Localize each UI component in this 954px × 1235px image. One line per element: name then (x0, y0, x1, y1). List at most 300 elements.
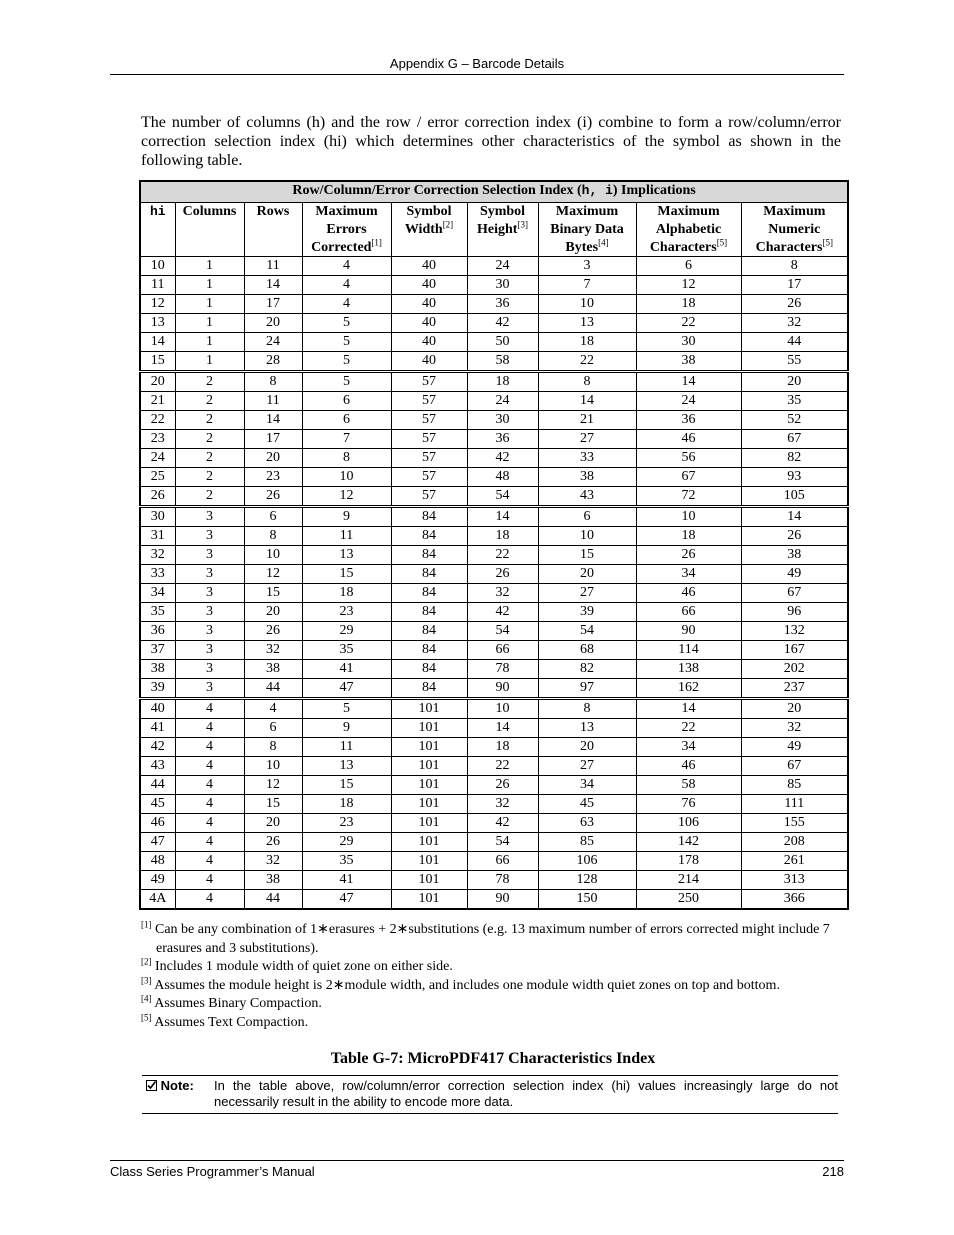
table-cell: 22 (467, 546, 538, 565)
table-cell: 46 (636, 584, 741, 603)
table-cell: 1 (175, 333, 244, 352)
table-cell: 49 (741, 565, 848, 584)
col-header-max-alpha: Maximum Alphabetic Characters[5] (636, 203, 741, 257)
table-cell: 32 (741, 314, 848, 333)
table-row (140, 776, 848, 795)
table-cell: 12 (244, 776, 302, 795)
table-cell: 29 (302, 622, 391, 641)
table-cell: 12 (636, 276, 741, 295)
table-cell: 1 (175, 257, 244, 276)
table-cell: 24 (467, 392, 538, 411)
table-cell: 155 (741, 814, 848, 833)
table-cell: 101 (391, 757, 467, 776)
table-cell: 41 (302, 871, 391, 890)
table-cell: 14 (244, 276, 302, 295)
table-row (140, 468, 848, 487)
table-cell: 58 (636, 776, 741, 795)
table-cell: 36 (636, 411, 741, 430)
table-row (140, 757, 848, 776)
table-cell: 43 (140, 757, 175, 776)
table-cell: 72 (636, 487, 741, 507)
characteristics-table (139, 180, 849, 910)
table-row (140, 795, 848, 814)
table-cell: 22 (538, 352, 636, 372)
table-cell: 3 (175, 622, 244, 641)
col-header-max-binary: Maximum Binary Data Bytes[4] (538, 203, 636, 257)
table-cell: 31 (140, 527, 175, 546)
table-cell: 35 (302, 641, 391, 660)
table-cell: 45 (538, 795, 636, 814)
table-cell: 114 (636, 641, 741, 660)
table-cell: 10 (467, 699, 538, 719)
table-cell: 84 (391, 622, 467, 641)
table-cell: 111 (741, 795, 848, 814)
table-cell: 4 (175, 814, 244, 833)
table-row (140, 411, 848, 430)
table-cell: 67 (741, 584, 848, 603)
table-cell: 90 (636, 622, 741, 641)
table-cell: 48 (467, 468, 538, 487)
table-cell: 8 (244, 738, 302, 757)
table-cell: 30 (636, 333, 741, 352)
table-cell: 18 (467, 372, 538, 392)
table-cell: 2 (175, 487, 244, 507)
header-title: Appendix G – Barcode Details (389, 56, 565, 71)
table-cell: 12 (244, 565, 302, 584)
table-cell: 167 (741, 641, 848, 660)
table-row (140, 719, 848, 738)
checkbox-checked-icon (146, 1080, 157, 1091)
table-cell: 57 (391, 430, 467, 449)
table-cell: 101 (391, 833, 467, 852)
table-cell: 14 (244, 411, 302, 430)
note-box (142, 1075, 838, 1114)
table-cell: 3 (175, 660, 244, 679)
table-cell: 23 (140, 430, 175, 449)
table-cell: 84 (391, 527, 467, 546)
table-row (140, 372, 848, 392)
table-cell: 40 (391, 276, 467, 295)
table-cell: 8 (538, 372, 636, 392)
table-cell: 3 (175, 603, 244, 622)
table-row (140, 890, 848, 910)
table-cell: 44 (140, 776, 175, 795)
table-cell: 42 (467, 603, 538, 622)
table-cell: 78 (467, 871, 538, 890)
table-cell: 10 (140, 257, 175, 276)
table-row (140, 738, 848, 757)
table-cell: 37 (140, 641, 175, 660)
table-cell: 32 (741, 719, 848, 738)
table-cell: 6 (636, 257, 741, 276)
table-row (140, 507, 848, 527)
table-cell: 35 (741, 392, 848, 411)
table-cell: 12 (140, 295, 175, 314)
table-cell: 23 (244, 468, 302, 487)
table-cell: 63 (538, 814, 636, 833)
table-cell: 2 (175, 430, 244, 449)
table-cell: 9 (302, 507, 391, 527)
table-cell: 38 (741, 546, 848, 565)
table-cell: 35 (140, 603, 175, 622)
table-cell: 46 (636, 430, 741, 449)
table-cell: 4 (175, 852, 244, 871)
table-cell: 34 (636, 738, 741, 757)
table-cell: 8 (302, 449, 391, 468)
table-cell: 13 (302, 546, 391, 565)
table-cell: 6 (538, 507, 636, 527)
table-cell: 67 (636, 468, 741, 487)
table-cell: 45 (140, 795, 175, 814)
table-cell: 49 (741, 738, 848, 757)
table-cell: 11 (140, 276, 175, 295)
table-cell: 142 (636, 833, 741, 852)
table-cell: 36 (467, 295, 538, 314)
footnote-2: [2] Includes 1 module width of quiet zone on either side. (141, 956, 453, 974)
table-cell: 54 (467, 487, 538, 507)
table-cell: 11 (302, 527, 391, 546)
table-cell: 84 (391, 584, 467, 603)
table-cell: 3 (175, 584, 244, 603)
table-cell: 3 (175, 527, 244, 546)
table-cell: 106 (538, 852, 636, 871)
table-cell: 5 (302, 372, 391, 392)
table-cell: 47 (140, 833, 175, 852)
footnotes (141, 921, 841, 1032)
table-cell: 3 (175, 546, 244, 565)
table-cell: 5 (302, 699, 391, 719)
table-cell: 54 (467, 833, 538, 852)
table-cell: 3 (175, 507, 244, 527)
table-cell: 8 (244, 372, 302, 392)
table-cell: 4 (175, 757, 244, 776)
table-cell: 5 (302, 314, 391, 333)
table-cell: 43 (538, 487, 636, 507)
table-cell: 4 (175, 738, 244, 757)
table-cell: 24 (636, 392, 741, 411)
table-cell: 30 (467, 276, 538, 295)
table-cell: 27 (538, 757, 636, 776)
table-row (140, 679, 848, 699)
note-label: Note: (142, 1078, 214, 1110)
table-cell: 18 (636, 527, 741, 546)
table-cell: 4 (175, 699, 244, 719)
table-row (140, 584, 848, 603)
table-cell: 101 (391, 814, 467, 833)
table-cell: 4 (175, 719, 244, 738)
table-cell: 1 (175, 276, 244, 295)
table-cell: 26 (467, 776, 538, 795)
table-cell: 150 (538, 890, 636, 910)
table-cell: 15 (244, 584, 302, 603)
footnote-3: [3] Assumes the module height is 2∗module width, and includes one module width quiet zones on top and bottom. (141, 974, 780, 993)
table-cell: 4 (175, 795, 244, 814)
table-cell: 35 (302, 852, 391, 871)
table-cell: 22 (636, 719, 741, 738)
table-cell: 42 (467, 314, 538, 333)
table-cell: 55 (741, 352, 848, 372)
table-cell: 15 (140, 352, 175, 372)
table-cell: 39 (538, 603, 636, 622)
table-cell: 10 (244, 757, 302, 776)
table-cell: 5 (302, 352, 391, 372)
table-cell: 10 (538, 527, 636, 546)
table-cell: 40 (140, 699, 175, 719)
table-cell: 250 (636, 890, 741, 910)
table-cell: 8 (538, 699, 636, 719)
table-cell: 13 (538, 314, 636, 333)
table-cell: 23 (302, 814, 391, 833)
table-cell: 132 (741, 622, 848, 641)
table-cell: 97 (538, 679, 636, 699)
table-cell: 85 (741, 776, 848, 795)
table-cell: 42 (467, 449, 538, 468)
table-cell: 13 (302, 757, 391, 776)
table-row (140, 565, 848, 584)
table-cell: 82 (538, 660, 636, 679)
table-row (140, 257, 848, 276)
table-cell: 57 (391, 468, 467, 487)
note-text: In the table above, row/column/error correction selection index (hi) values increasingly large do not necessarily result in the ability to encode more data. (214, 1078, 838, 1109)
table-cell: 178 (636, 852, 741, 871)
table-cell: 15 (302, 776, 391, 795)
table-cell: 3 (175, 565, 244, 584)
table-cell: 6 (302, 392, 391, 411)
table-cell: 13 (140, 314, 175, 333)
table-cell: 7 (302, 430, 391, 449)
table-body (140, 257, 848, 910)
table-cell: 208 (741, 833, 848, 852)
table-row (140, 833, 848, 852)
table-row (140, 352, 848, 372)
table-cell: 47 (302, 679, 391, 699)
table-cell: 24 (140, 449, 175, 468)
table-cell: 44 (741, 333, 848, 352)
table-cell: 1 (175, 352, 244, 372)
table-cell: 4 (175, 890, 244, 910)
table-cell: 15 (302, 565, 391, 584)
table-cell: 84 (391, 546, 467, 565)
table-cell: 6 (244, 719, 302, 738)
table-cell: 84 (391, 641, 467, 660)
table-cell: 96 (741, 603, 848, 622)
table-cell: 14 (467, 507, 538, 527)
table-cell: 26 (244, 622, 302, 641)
table-cell: 4 (175, 776, 244, 795)
table-cell: 10 (538, 295, 636, 314)
table-cell: 84 (391, 679, 467, 699)
table-cell: 14 (741, 507, 848, 527)
table-cell: 41 (302, 660, 391, 679)
table-cell: 18 (636, 295, 741, 314)
table-cell: 13 (538, 719, 636, 738)
table-row (140, 527, 848, 546)
table-cell: 34 (140, 584, 175, 603)
table-cell: 18 (538, 333, 636, 352)
table-cell: 20 (741, 699, 848, 719)
table-row (140, 449, 848, 468)
table-cell: 82 (741, 449, 848, 468)
table-cell: 162 (636, 679, 741, 699)
table-cell: 40 (391, 314, 467, 333)
table-cell: 8 (741, 257, 848, 276)
table-cell: 9 (302, 719, 391, 738)
table-cell: 14 (538, 392, 636, 411)
table-cell: 90 (467, 679, 538, 699)
table-row (140, 603, 848, 622)
table-row (140, 276, 848, 295)
col-header-symbol-width: Symbol Width[2] (391, 203, 467, 257)
table-cell: 4 (302, 276, 391, 295)
table-cell: 29 (302, 833, 391, 852)
table-caption: Table G-7: MicroPDF417 Characteristics Index (330, 1050, 656, 1067)
table-cell: 23 (302, 603, 391, 622)
table-cell: 27 (538, 584, 636, 603)
col-header-rows: Rows (244, 203, 302, 257)
table-cell: 14 (636, 372, 741, 392)
table-cell: 22 (467, 757, 538, 776)
table-cell: 20 (140, 372, 175, 392)
table-cell: 32 (244, 852, 302, 871)
table-cell: 2 (175, 392, 244, 411)
table-cell: 15 (244, 795, 302, 814)
table-cell: 14 (140, 333, 175, 352)
table-cell: 313 (741, 871, 848, 890)
col-header-max-errors: Maximum Errors Corrected[1] (302, 203, 391, 257)
table-cell: 202 (741, 660, 848, 679)
table-cell: 101 (391, 719, 467, 738)
table-row (140, 546, 848, 565)
table-cell: 101 (391, 738, 467, 757)
table-row (140, 295, 848, 314)
table-cell: 14 (467, 719, 538, 738)
table-cell: 8 (244, 527, 302, 546)
footer-page-number: 218 (822, 1164, 844, 1179)
table-cell: 40 (391, 295, 467, 314)
table-cell: 2 (175, 449, 244, 468)
col-header-columns: Columns (175, 203, 244, 257)
table-cell: 2 (175, 411, 244, 430)
table-cell: 18 (467, 527, 538, 546)
table-cell: 47 (302, 890, 391, 910)
table-cell: 26 (244, 487, 302, 507)
table-cell: 40 (391, 257, 467, 276)
col-header-hi: hi (140, 203, 175, 257)
table-cell: 26 (741, 527, 848, 546)
table-cell: 105 (741, 487, 848, 507)
table-cell: 17 (244, 295, 302, 314)
table-row (140, 814, 848, 833)
table-cell: 4 (175, 871, 244, 890)
table-cell: 12 (302, 487, 391, 507)
table-cell: 67 (741, 430, 848, 449)
table-cell: 3 (538, 257, 636, 276)
table-row (140, 622, 848, 641)
table-cell: 6 (244, 507, 302, 527)
table-cell: 54 (538, 622, 636, 641)
table-cell: 4 (244, 699, 302, 719)
table-cell: 84 (391, 565, 467, 584)
table-cell: 7 (538, 276, 636, 295)
footnote-1: [1] Can be any combination of 1∗erasures + 2∗substitutions (e.g. 13 maximum number of errors corrected might include 7 erasures and 3 substitutions). (141, 919, 830, 956)
table-cell: 46 (636, 757, 741, 776)
table-cell: 11 (244, 257, 302, 276)
table-cell: 39 (140, 679, 175, 699)
footer-manual-title: Class Series Programmer’s Manual (110, 1164, 315, 1179)
table-cell: 57 (391, 372, 467, 392)
table-cell: 54 (467, 622, 538, 641)
table-cell: 10 (244, 546, 302, 565)
footnote-4: [4] Assumes Binary Compaction. (141, 993, 322, 1011)
table-cell: 56 (636, 449, 741, 468)
table-cell: 84 (391, 507, 467, 527)
table-cell: 41 (140, 719, 175, 738)
table-cell: 138 (636, 660, 741, 679)
table-cell: 101 (391, 852, 467, 871)
table-cell: 26 (741, 295, 848, 314)
table-cell: 48 (140, 852, 175, 871)
table-cell: 2 (175, 372, 244, 392)
table-cell: 101 (391, 871, 467, 890)
table-cell: 21 (538, 411, 636, 430)
table-row (140, 660, 848, 679)
table-cell: 58 (467, 352, 538, 372)
table-cell: 17 (244, 430, 302, 449)
table-cell: 85 (538, 833, 636, 852)
table-cell: 1 (175, 314, 244, 333)
table-cell: 50 (467, 333, 538, 352)
table-cell: 18 (302, 795, 391, 814)
table-cell: 214 (636, 871, 741, 890)
table-cell: 11 (244, 392, 302, 411)
table-cell: 27 (538, 430, 636, 449)
table-cell: 36 (467, 430, 538, 449)
table-cell: 20 (538, 565, 636, 584)
table-cell: 4 (302, 257, 391, 276)
table-cell: 20 (538, 738, 636, 757)
table-cell: 4A (140, 890, 175, 910)
table-cell: 14 (636, 699, 741, 719)
table-cell: 10 (302, 468, 391, 487)
table-cell: 128 (538, 871, 636, 890)
table-cell: 101 (391, 890, 467, 910)
table-cell: 3 (175, 679, 244, 699)
characteristics-table-wrapper (139, 180, 847, 910)
table-cell: 24 (244, 333, 302, 352)
table-cell: 237 (741, 679, 848, 699)
table-cell: 18 (302, 584, 391, 603)
table-cell: 32 (140, 546, 175, 565)
table-cell: 84 (391, 660, 467, 679)
table-row (140, 333, 848, 352)
col-header-max-numeric: Maximum Numeric Characters[5] (741, 203, 848, 257)
table-cell: 101 (391, 699, 467, 719)
table-cell: 33 (538, 449, 636, 468)
table-cell: 38 (636, 352, 741, 372)
table-cell: 34 (538, 776, 636, 795)
table-cell: 22 (636, 314, 741, 333)
table-cell: 42 (140, 738, 175, 757)
table-cell: 261 (741, 852, 848, 871)
table-cell: 38 (244, 871, 302, 890)
table-row (140, 641, 848, 660)
table-row (140, 392, 848, 411)
table-cell: 49 (140, 871, 175, 890)
table-cell: 57 (391, 411, 467, 430)
table-cell: 32 (467, 584, 538, 603)
page-footer (110, 1160, 844, 1179)
table-cell: 15 (538, 546, 636, 565)
